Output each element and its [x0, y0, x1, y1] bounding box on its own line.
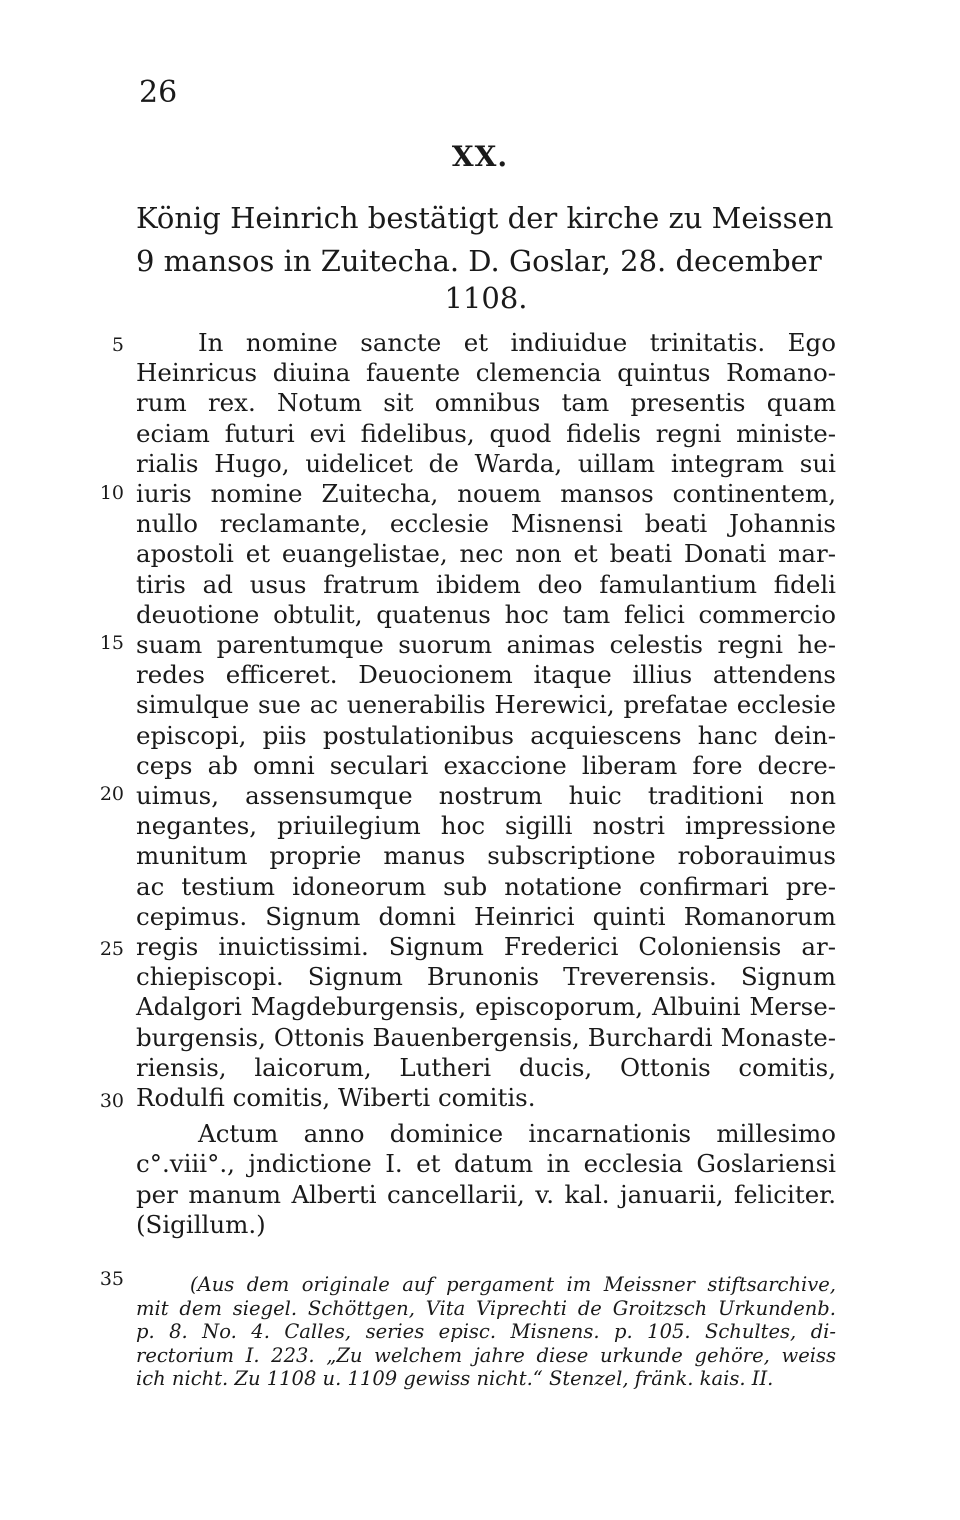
margin-line-number: 25 — [99, 938, 124, 960]
margin-line-number: 10 — [99, 482, 124, 504]
margin-line-number: 5 — [111, 334, 124, 356]
body-line: simulque sue ac uenerabilis Herewici, prefatae ecclesie — [136, 690, 836, 720]
body-line: negantes, priuilegium hoc sigilli nostri impressione — [136, 811, 836, 841]
body-line: nullo reclamante, ecclesie Misnensi beati Johannis — [136, 509, 836, 539]
body-line: regis inuictissimi. Signum Frederici Coloniensis ar- — [136, 932, 836, 961]
footnote-line: rectorium I. 223. „Zu welchem jahre diese urkunde gehöre, weiss — [136, 1343, 836, 1367]
body-line: munitum proprie manus subscriptione roborauimus — [136, 841, 836, 871]
body-line: burgensis, Ottonis Bauenbergensis, Burchardi Monaste- — [136, 1022, 836, 1052]
footnote-line: ich nicht. Zu 1108 u. 1109 gewiss nicht.“ Stenzel, fränk. kais. II. — [136, 1367, 774, 1391]
heading-line: 9 mansos in Zuitecha. D. Goslar, 28. december — [136, 244, 822, 278]
margin-line-number: 35 — [99, 1268, 124, 1290]
body-line: episcopi, piis postulationibus acquiescens hanc dein- — [136, 720, 836, 750]
body-line: apostoli et euangelistae, nec non et beati Donati mar- — [136, 539, 836, 569]
heading-line: König Heinrich bestätigt der kirche zu Meissen — [136, 201, 834, 235]
body-line: Rodulfi comitis, Wiberti comitis. — [136, 1083, 536, 1112]
body-line: In nomine sancte et indiuidue trinitatis. Ego — [198, 328, 836, 357]
body-line: tiris ad usus fratrum ibidem deo famulantium fideli — [136, 569, 836, 599]
heading-line: 1108. — [444, 281, 528, 315]
body-line: Adalgori Magdeburgensis, episcoporum, Albuini Merse- — [136, 992, 836, 1022]
body-line: (Sigillum.) — [136, 1209, 266, 1239]
body-line: eciam futuri evi fidelibus, quod fidelis regni ministe- — [136, 418, 836, 448]
body-line: riensis, laicorum, Lutheri ducis, Ottonis comitis, — [136, 1052, 836, 1082]
page-number: 26 — [139, 75, 178, 110]
body-line: rum rex. Notum sit omnibus tam presentis quam — [136, 388, 836, 418]
body-line: deuotione obtulit, quatenus hoc tam felici commercio — [136, 599, 836, 629]
body-line: ac testium idoneorum sub notatione confirmari pre- — [136, 871, 836, 901]
body-line: chiepiscopi. Signum Brunonis Treverensis. Signum — [136, 962, 836, 992]
document-number: XX. — [451, 140, 509, 173]
body-line: ceps ab omni seculari exaccione liberam fore decre- — [136, 750, 836, 780]
body-line: cepimus. Signum domni Heinrici quinti Romanorum — [136, 901, 836, 931]
footnote-line: (Aus dem originale auf pergament im Meissner stiftsarchive, — [190, 1273, 836, 1296]
body-line: c°.viii°., jndictione I. et datum in ecclesia Goslariensi — [136, 1149, 836, 1179]
body-line: uimus, assensumque nostrum huic traditioni non — [136, 781, 836, 810]
body-line: Heinricus diuina fauente clemencia quintus Romano- — [136, 358, 836, 388]
footnote-line: p. 8. No. 4. Calles, series episc. Misnens. p. 105. Schultes, di- — [136, 1320, 836, 1344]
body-line: suam parentumque suorum animas celestis regni he- — [136, 630, 836, 659]
body-line: Actum anno dominice incarnationis millesimo — [198, 1119, 836, 1149]
body-line: rialis Hugo, uidelicet de Warda, uillam integram sui — [136, 448, 836, 478]
body-line: iuris nomine Zuitecha, nouem mansos continentem, — [136, 479, 836, 508]
margin-line-number: 20 — [99, 783, 124, 805]
body-line: redes efficeret. Deuocionem itaque illius attendens — [136, 660, 836, 690]
footnote-line: mit dem siegel. Schöttgen, Vita Viprechti de Groitzsch Urkundenb. — [136, 1296, 836, 1320]
body-line: per manum Alberti cancellarii, v. kal. januarii, feliciter. — [136, 1179, 836, 1209]
margin-line-number: 15 — [99, 632, 124, 654]
margin-line-number: 30 — [99, 1090, 124, 1112]
